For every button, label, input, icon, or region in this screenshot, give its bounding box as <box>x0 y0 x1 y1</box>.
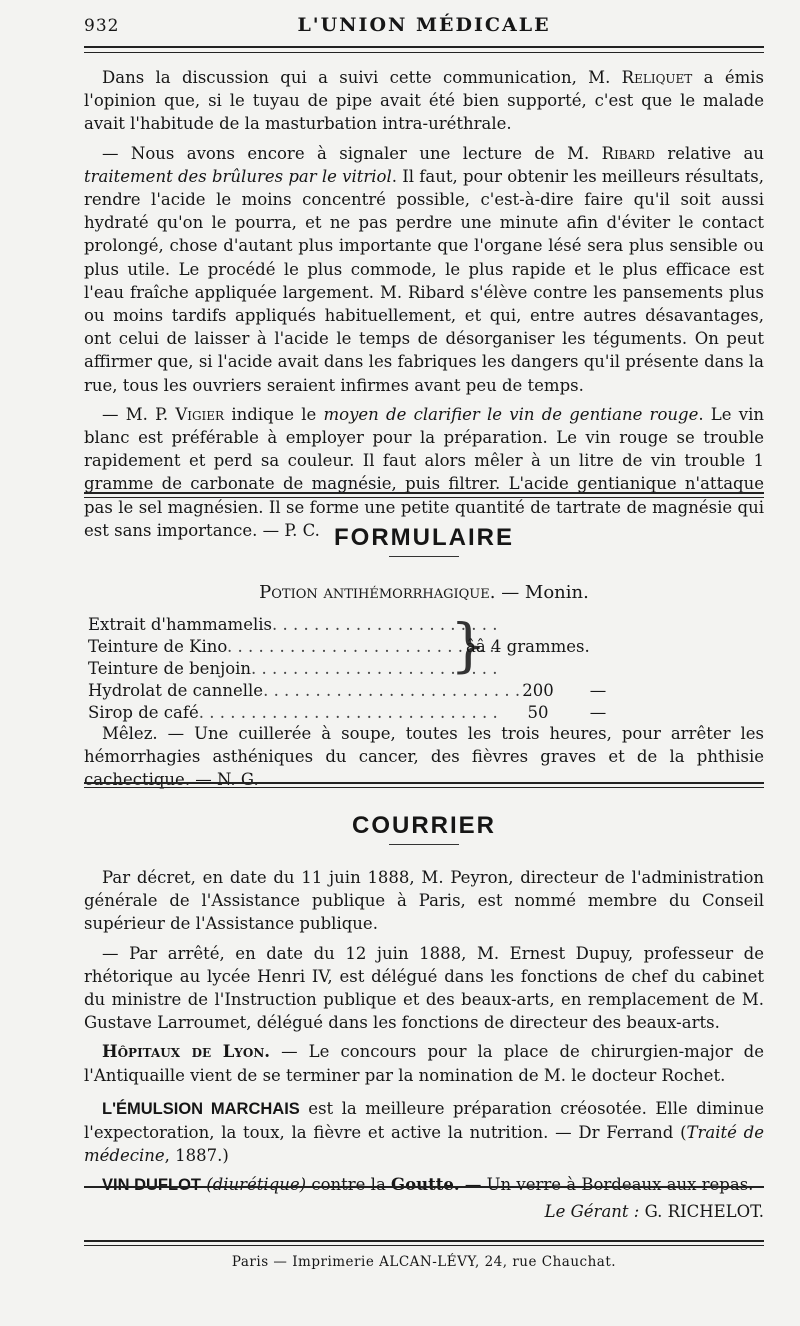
title-underline <box>389 556 459 557</box>
instructions-paragraph: Mêlez. — Une cuillerée à soupe, toutes les trois heures, pour arrêter les hémorrhagies asthéniques du cancer, des fièvres graves et de la phthisie cachectique. — N. G. <box>84 724 764 790</box>
discussion-section <box>84 66 764 542</box>
signature: Le Gérant : G. RICHELOT. <box>544 1202 764 1221</box>
courrier-paragraph-decree: Par décret, en date du 11 juin 1888, M. Peyron, directeur de l'administration générale de l'Assistance publique à Paris, est nommé membre du Conseil supérieur de l'Assistance publique. <box>84 868 764 934</box>
ingredient-row: Hydrolat de cannelle. . . . . . . . . . . . . . . . . . . . . . . . . 200 — <box>88 680 668 702</box>
journal-title: L'UNION MÉDICALE <box>297 14 551 36</box>
discussion-paragraph-reliquet: Dans la discussion qui a suivi cette communication, M. Reliquet a émis l'opinion que, si le tuyau de pipe avait été bien supporté, c'est que le malade avait l'habitude de la masturbation intra-uréthrale. <box>84 68 764 134</box>
formulaire-top-rule-thin <box>84 497 764 498</box>
courrier-section <box>84 866 764 1198</box>
combined-amount: ââ 4 grammes. <box>466 637 590 656</box>
advert-emulsion: L'ÉMULSION MARCHAIS est la meilleure préparation créosotée. Elle diminue l'expectoration, la toux, la fièvre et active la nutrition. — Dr Ferrand (Traité de médecine, 1887.) <box>84 1098 765 1166</box>
discussion-paragraph-ribard: — Nous avons encore à signaler une lecture de M. Ribard relative au traitement des brûlures par le vitriol. Il faut, pour obtenir les meilleurs résultats, rendre l'acide le moins concentré possible, c'est-à-dire faire qu'il soit aussi hydraté qu'on le pourra, et ne pas perdre une minute afin d'éviter le contact prolongé, chose d'autant plus importante que l'organe lésé sera plus sensible ou plus utile. Le procédé le plus commode, le plus rapide et le plus efficace est l'eau fraîche appliquée largement. M. Ribard s'élève contre les pansements plus ou moins tardifs appliqués habituellement, et qui, entre autres désavantages, ont celui de laisser à l'acide le temps de désorganiser les téguments. On peut affirmer que, si l'acide avait dans les fabriques les dangers qu'il présente dans la rue, tous les ouvriers seraient infirmes avant peu de temps. <box>84 143 764 395</box>
courrier-top-rule-thin <box>84 787 764 788</box>
header-rule-thin <box>84 52 764 53</box>
recipe-title: Potion antihémorrhagique. — Monin. <box>259 582 589 603</box>
title-underline <box>389 844 459 845</box>
courrier-header <box>84 812 764 845</box>
ingredient-list <box>88 611 668 724</box>
recipe-header <box>84 582 764 603</box>
discussion-paragraph-vigier: — M. P. Vigier indique le moyen de clarifier le vin de gentiane rouge. Le vin blanc est préférable à employer pour la préparation. Le vin rouge se trouble rapidement et perd sa couleur. Il faut alors mêler à un litre de vin trouble 1 gramme de carbonate de magnésie, puis filtrer. L'acide gentianique n'attaque pas le sel magnésien. Il se forme une petite quantité de tartrate de magnésie qui est sans importance. — P. C. <box>84 404 764 540</box>
advert-vin-duflot: VIN DUFLOT (diurétique) contre la Goutte. — Un verre à Bordeaux aux repas. <box>102 1175 754 1195</box>
ingredient-amount: 200 <box>522 681 554 700</box>
header-rule <box>84 46 764 48</box>
ingredient-row: Teinture de Kino. . . . . . . . . . . . . . . . . . . . . . . . . . <box>88 637 495 656</box>
ingredient-unit: — <box>589 681 607 700</box>
imprint-line: Paris — Imprimerie ALCAN-LÉVY, 24, rue Chauchat. <box>231 1254 617 1270</box>
ingredient-amount: 50 <box>527 703 549 722</box>
signature-block <box>84 1202 764 1221</box>
formulaire-top-rule <box>84 492 764 494</box>
page-number: 932 <box>84 16 120 36</box>
running-head <box>84 12 764 42</box>
courrier-paragraph-arrete: — Par arrêté, en date du 12 juin 1888, M. Ernest Dupuy, professeur de rhétorique au lycée Henri IV, est délégué dans les fonctions de chef du cabinet du ministre de l'Instruction publique et des beaux-arts, en remplacement de M. Gustave Larroumet, délégué dans les fonctions de directeur des beaux-arts. <box>84 943 764 1033</box>
ingredient-unit: — <box>589 703 607 722</box>
brace-glyph: } <box>450 611 487 679</box>
imprint-block <box>84 1254 764 1270</box>
signature-rule <box>84 1186 764 1188</box>
imprint-rule <box>84 1240 764 1242</box>
courrier-title: COURRIER <box>351 812 496 839</box>
ingredient-row: Sirop de café. . . . . . . . . . . . . . . . . . . . . . . . . . . . . 50 — <box>88 702 668 724</box>
courrier-top-rule <box>84 782 764 784</box>
ingredient-row: Extrait d'hammamelis. . . . . . . . . . . . . . . . . . . . . . <box>88 615 498 634</box>
ingredient-row: Teinture de benjoin. . . . . . . . . . . . . . . . . . . . . . . . <box>88 659 498 678</box>
imprint-rule-thin <box>84 1245 764 1246</box>
formulaire-section <box>84 524 764 557</box>
formulaire-title: FORMULAIRE <box>334 524 514 551</box>
courrier-paragraph-lyon: Hôpitaux de Lyon. — Le concours pour la place de chirurgien-major de l'Antiquaille vient de se terminer par la nomination de M. le docteur Rochet. <box>84 1042 764 1085</box>
